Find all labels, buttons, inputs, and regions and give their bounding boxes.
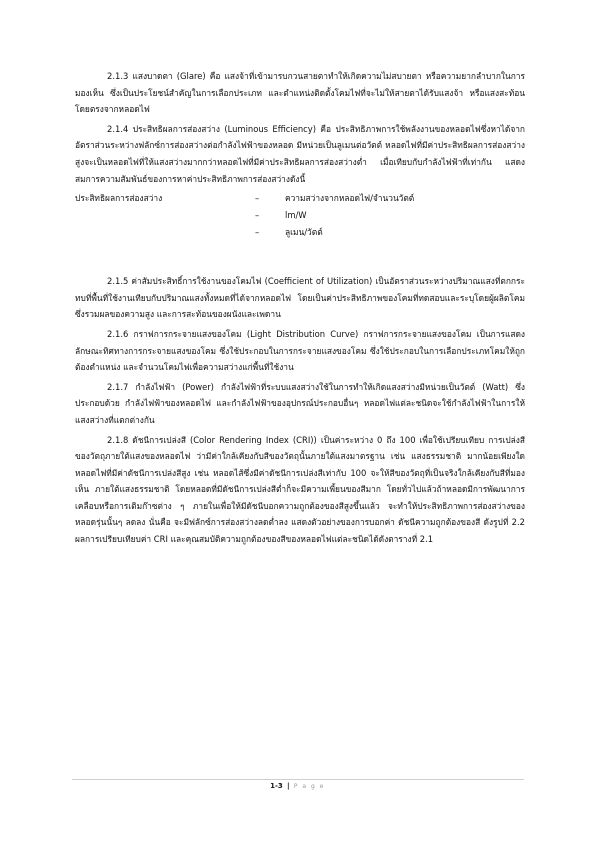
paragraph-color-rendering — [75, 432, 525, 548]
efficiency-equation — [75, 190, 525, 241]
paragraph-glare-text: 2.1.3 แสงบาดตา (Glare) คือ แสงจ้าที่เข้ามารบกวนสายตาทำให้เกิดความไม่สบายตา หรือความยากลำบากในการมองเห็น ซึ่งเป็นประโยชน์สำคัญในการเลือกประเภท และตำแหน่งติดตั้งโคมไฟที่จะไม่ให้สายตาได้รับแสงจ้า หรือแสงสะท้อนโดยตรงจากหลอดไฟ — [75, 71, 525, 115]
paragraph-glare — [75, 68, 525, 118]
efficiency-row — [75, 224, 525, 241]
efficiency-dash: – — [255, 193, 260, 204]
efficiency-value: ลูเมน/วัตต์ — [285, 227, 323, 238]
paragraph-power-text: 2.1.7 กำลังไฟฟ้า (Power) กำลังไฟฟ้าที่ระบบแสงสว่างใช้ในการทำให้เกิดแสงสว่างมีหน่วยเป็นวัตต์ (Watt) ซึ่งประกอบด้วย กำลังไฟฟ้าของหลอดไฟ และกำลังไฟฟ้าของอุปกรณ์ประกอบอื่นๆ หลอดไฟแต่ละชนิดจะใช้กำลังไฟฟ้าในการให้แสงสว่างที่แตกต่างกัน — [75, 381, 525, 425]
paragraph-luminous-efficiency — [75, 121, 525, 187]
efficiency-value: ความสว่างจากหลอดไฟ/จำนวนวัตต์ — [285, 193, 415, 204]
efficiency-dash: – — [255, 227, 260, 238]
page-footer — [0, 782, 595, 790]
efficiency-dash: – — [255, 210, 260, 221]
efficiency-row — [75, 207, 525, 224]
paragraph-coefficient-utilization-text: 2.1.5 ค่าสัมประสิทธิ์การใช้งานของโคมไฟ (Coefficient of Utilization) เป็นอัตราส่วนระหว่างปริมาณแสงที่ตกกระทบที่พื้นที่ใช้งานเทียบกับปริมาณแสงทั้งหมดที่ได้จากหลอดไฟ โดยเป็นค่าประสิทธิภาพของโคมที่ทดสอบและระบุโดยผู้ผลิตโคมซึ่งรวมผลของความสูง และการสะท้อนของผนังและเพดาน — [75, 276, 525, 320]
efficiency-label: ประสิทธิผลการส่องสว่าง — [75, 193, 163, 204]
footer-divider — [72, 779, 524, 780]
paragraph-light-distribution-text: 2.1.6 กราฟการกระจายแสงของโคม (Light Distribution Curve) กราฟการกระจายแสงของโคม เป็นการแสดงลักษณะทิศทางการกระจายแสงของโคม ซึ่งใช้ประกอบในการกระจายแสงของโคม ซึ่งใช้ประกอบในการเลือกประเภทโคมให้ถูกต้องตำแหน่ง และจำนวนโคมไฟเพื่อความสว่างแก่พื้นที่ใช้งาน — [75, 328, 525, 373]
paragraph-coefficient-utilization — [75, 273, 525, 323]
efficiency-row — [75, 190, 525, 207]
paragraph-light-distribution — [75, 326, 525, 376]
paragraph-power — [75, 379, 525, 429]
paragraph-color-rendering-text: 2.1.8 ดัชนีการเปล่งสี (Color Rendering Index (CRI)) เป็นค่าระหว่าง 0 ถึง 100 เพื่อใช้เปรียบเทียบ การเปล่งสีของวัตถุภายใต้แสงของหลอดไฟ ว่ามีค่าใกล้เคียงกับสีของวัตถุนั้นภายใต้แสงมาตรฐาน เช่น แสงธรรมชาติ มากน้อยเพียงใด หลอดไฟที่มีค่าดัชนีการเปล่งสีสูง เช่น หลอดไส้ซึ่งมีค่าดัชนีการเปล่งสีเท่ากับ 100 จะให้สีของวัตถุที่เป็นจริงใกล้เคียงกับสีที่มองเห็น ภายใต้แสงธรรมชาติ โดยหลอดที่มีดัชนีการเปล่งสีต่ำก็จะมีความเพี้ยนของสีมาก โดยทั่วไปแล้วถ้าหลอดมีการพัฒนาการเคลือบหรือการเติมก๊าซต่าง ๆ ภายในเพื่อให้มีดัชนีบอกความถูกต้องของสีสูงขึ้นแล้ว จะทำให้ประสิทธิภาพการส่องสว่างของหลอดรุ่นนั้นๆ ลดลง นั่นคือ จะมีฟลักซ์การส่องสว่างลดต่ำลง แสดงตัวอย่างของการบอกค่า ดัชนีความถูกต้องของสี ดังรูปที่ 2.2 ผลการเปรียบเทียบค่า CRI และคุณสมบัติความถูกต้องของสีของหลอดไฟแต่ละชนิดได้ดังตารางที่ 2.1 — [75, 434, 525, 545]
page-number: 1-3 — [270, 782, 283, 790]
footer-separator: | — [287, 782, 290, 790]
page-label: P a g e — [293, 783, 325, 790]
paragraph-luminous-efficiency-text: 2.1.4 ประสิทธิผลการส่องสว่าง (Luminous Efficiency) คือ ประสิทธิภาพการใช้พลังงานของหลอดไฟซึ่งหาได้จากอัตราส่วนระหว่างฟลักซ์การส่องสว่างต่อกำลังไฟฟ้าของหลอด มีหน่วยเป็นลูเมนต่อวัตต์ หลอดไฟที่มีค่าประสิทธิผลการส่องสว่างสูงจะเป็นหลอดไฟที่ให้แสงสว่างมากกว่าหลอดไฟที่มีค่าประสิทธิผลการส่องสว่างต่ำ เมื่อเทียบกับกำลังไฟฟ้าที่เท่ากัน แสดงสมการความสัมพันธ์ของการหาค่าประสิทธิภาพการส่องสว่างดังนี้ — [75, 123, 525, 184]
page-body — [75, 68, 525, 551]
efficiency-value: lm/W — [285, 210, 307, 221]
